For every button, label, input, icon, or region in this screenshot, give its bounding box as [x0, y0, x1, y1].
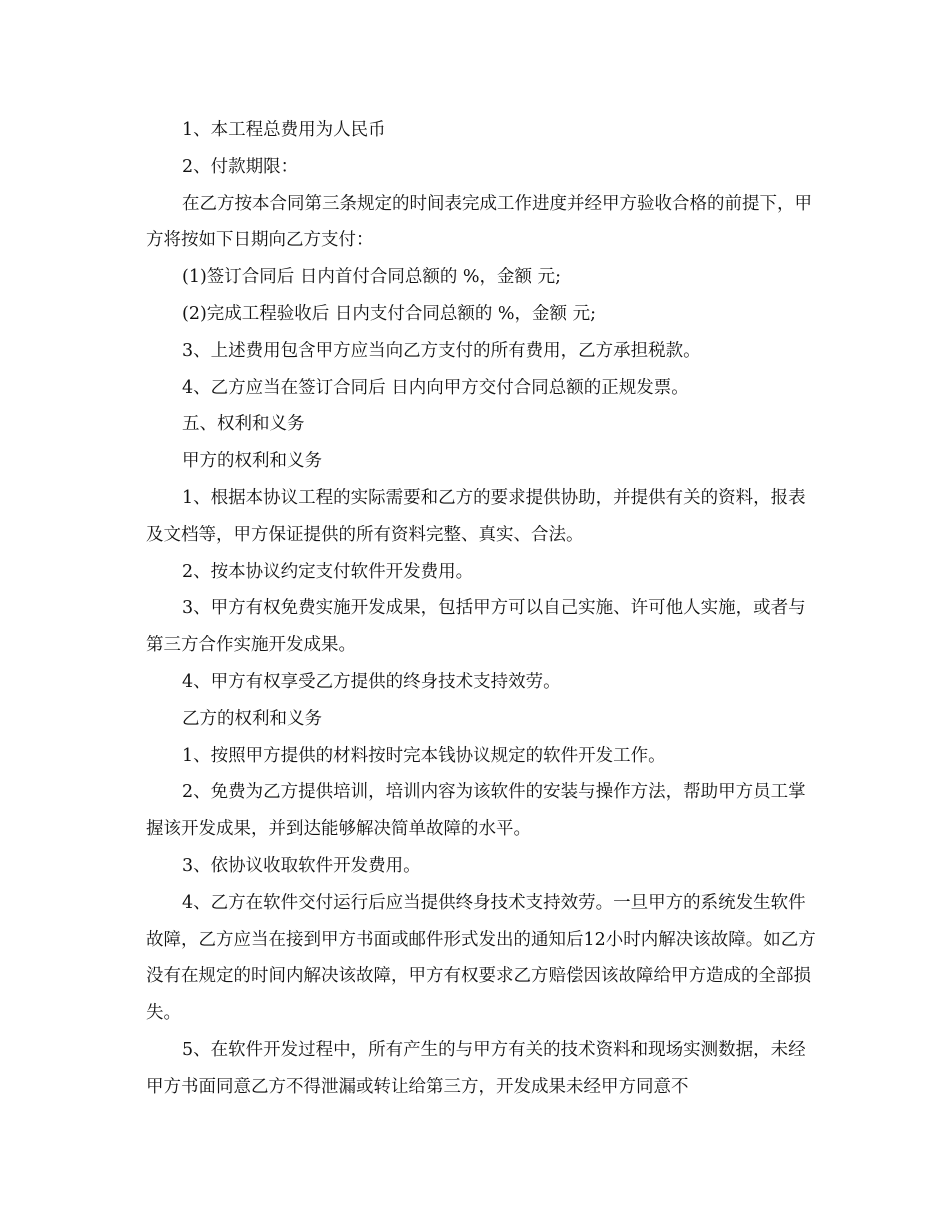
section-heading-rights: 五、权利和义务 [182, 414, 305, 435]
paragraph-a-1: 1、根据本协议工程的实际需要和乙方的要求提供协助，并提供有关的资料，报表及文档等，甲方保证提供的所有资料完整、真实、合法。 [146, 487, 806, 545]
paragraph-b-2: 2、免费为乙方提供培训，培训内容为该软件的安装与操作方法，帮助甲方员工掌握该开发成果，并到达能够解决简单故障的水平。 [146, 782, 806, 840]
paragraph-b-5: 5、在软件开发过程中，所有产生的与甲方有关的技术资料和现场实测数据，未经甲方书面同意乙方不得泄漏或转让给第三方，开发成果未经甲方同意不 [146, 1039, 806, 1097]
paragraph-b-3: 3、依协议收取软件开发费用。 [182, 855, 421, 876]
paragraph-b-1: 1、按照甲方提供的材料按时完本钱协议规定的软件开发工作。 [182, 745, 666, 766]
subheading-party-b: 乙方的权利和义务 [182, 708, 322, 729]
paragraph-payment-condition: 在乙方按本合同第三条规定的时间表完成工作进度并经甲方验收合格的前提下，甲方将按如下日期向乙方支付： [146, 193, 812, 251]
subheading-party-a: 甲方的权利和义务 [182, 451, 322, 472]
paragraph-b-4: 4、乙方在软件交付运行后应当提供终身技术支持效劳。一旦甲方的系统发生软件故障，乙方应当在接到甲方书面或邮件形式发出的通知后12小时内解决该故障。如乙方没有在规定的时间内解决该故障，甲方有权要求乙方赔偿因该故障给甲方造成的全部损失。 [146, 892, 816, 1024]
paragraph-final-payment: (2)完成工程验收后 日内支付合同总额的 %，金额 元; [182, 303, 596, 324]
paragraph-total-cost: 1、本工程总费用为人民币 [182, 120, 386, 140]
paragraph-a-3: 3、甲方有权免费实施开发成果，包括甲方可以自己实施、许可他人实施，或者与第三方合作实施开发成果。 [146, 598, 806, 656]
paragraph-first-payment: (1)签订合同后 日内首付合同总额的 %，金额 元; [182, 267, 562, 288]
paragraph-a-4: 4、甲方有权享受乙方提供的终身技术支持效劳。 [182, 671, 561, 692]
paragraph-fees-included: 3、上述费用包含甲方应当向乙方支付的所有费用，乙方承担税款。 [182, 340, 701, 361]
paragraph-a-2: 2、按本协议约定支付软件开发费用。 [182, 561, 474, 582]
paragraph-invoice: 4、乙方应当在签订合同后 日内向甲方交付合同总额的正规发票。 [182, 377, 689, 398]
document-body [146, 112, 818, 1106]
paragraph-payment-term: 2、付款期限： [182, 156, 299, 177]
